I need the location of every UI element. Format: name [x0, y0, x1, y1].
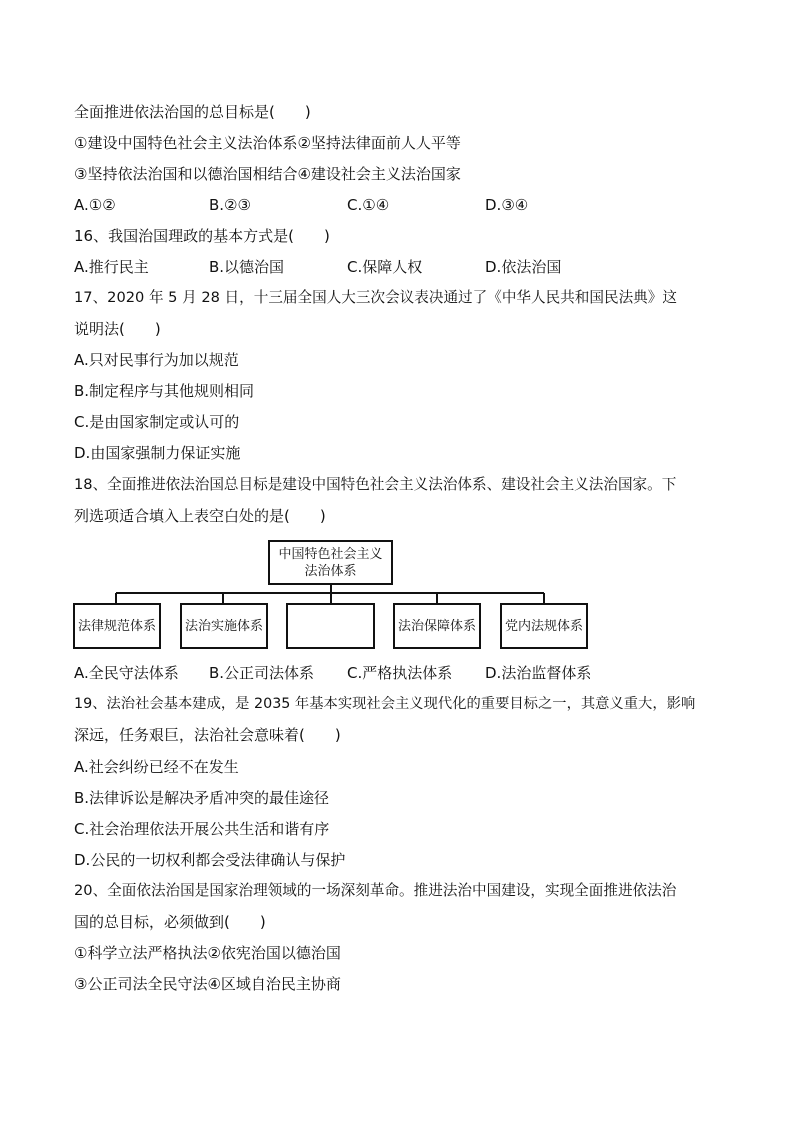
q18-stem-line-2: 列选项适合填入上表空白处的是( ): [74, 507, 326, 525]
q17-option-d: D.由国家强制力保证实施: [74, 444, 241, 462]
q19-stem-line-2: 深远，任务艰巨，法治社会意味着( ): [74, 726, 341, 744]
q17-stem-line-1: 17、2020 年 5 月 28 日，十三届全国人大三次会议表决通过了《中华人民共和国民法典》这: [74, 289, 677, 306]
q20-item-3-4: ③公正司法全民守法④区域自治民主协商: [74, 975, 341, 993]
q18-diagram-node-implementation: 法治实施体系: [180, 603, 268, 649]
q17-option-a: A.只对民事行为加以规范: [74, 351, 239, 369]
q16-option-c: C.保障人权: [347, 258, 423, 276]
q18-option-d: D.法治监督体系: [485, 664, 592, 682]
q19-stem-line-1: 19、法治社会基本建成，是 2035 年基本实现社会主义现代化的重要目标之一，其意义重大，影响: [74, 696, 696, 712]
q16-option-d: D.依法治国: [485, 258, 562, 276]
q18-option-a: A.全民守法体系: [74, 664, 179, 682]
q15-item-1-2: ①建设中国特色社会主义法治体系②坚持法律面前人人平等: [74, 134, 461, 152]
q18-diagram-node-legal-norms: 法律规范体系: [73, 603, 161, 649]
q16-option-a: A.推行民主: [74, 258, 149, 276]
q16-option-b: B.以德治国: [209, 258, 285, 276]
q18-diagram-node-blank: [286, 603, 375, 649]
q20-stem-line-2: 国的总目标，必须做到( ): [74, 913, 266, 931]
q15-option-d: D.③④: [485, 196, 529, 214]
q18-diagram-root-label-line-2: 法治体系: [304, 563, 357, 579]
q16-stem: 16、我国治国理政的基本方式是( ): [74, 227, 330, 245]
q18-stem-line-1: 18、全面推进依法治国总目标是建设中国特色社会主义法治体系、建设社会主义法治国家。下: [74, 476, 677, 493]
q19-option-c: C.社会治理依法开展公共生活和谐有序: [74, 820, 330, 838]
q17-stem-line-2: 说明法( ): [74, 320, 161, 338]
q20-item-1-2: ①科学立法严格执法②依宪治国以德治国: [74, 944, 341, 962]
q15-option-a: A.①②: [74, 196, 116, 214]
q17-option-b: B.制定程序与其他规则相同: [74, 382, 255, 400]
q18-diagram-root-label-line-1: 中国特色社会主义: [278, 546, 383, 562]
q19-option-d: D.公民的一切权利都会受法律确认与保护: [74, 851, 346, 869]
q15-stem: 全面推进依法治国的总目标是( ): [74, 103, 311, 121]
q18-option-b: B.公正司法体系: [209, 664, 315, 682]
q19-option-b: B.法律诉讼是解决矛盾冲突的最佳途径: [74, 789, 330, 807]
q18-option-c: C.严格执法体系: [347, 664, 453, 682]
q20-stem-line-1: 20、全面依法治国是国家治理领域的一场深刻革命。推进法治中国建设，实现全面推进依法治: [74, 882, 677, 899]
q18-diagram-node-guarantee: 法治保障体系: [393, 603, 481, 649]
q17-option-c: C.是由国家制定或认可的: [74, 413, 240, 431]
q15-item-3-4: ③坚持依法治国和以德治国相结合④建设社会主义法治国家: [74, 165, 461, 183]
q18-diagram-root-node: [268, 540, 393, 585]
q15-option-c: C.①④: [347, 196, 390, 214]
q18-diagram-node-party-regulations: 党内法规体系: [500, 603, 588, 649]
q19-option-a: A.社会纠纷已经不在发生: [74, 758, 239, 776]
q15-option-b: B.②③: [209, 196, 251, 214]
